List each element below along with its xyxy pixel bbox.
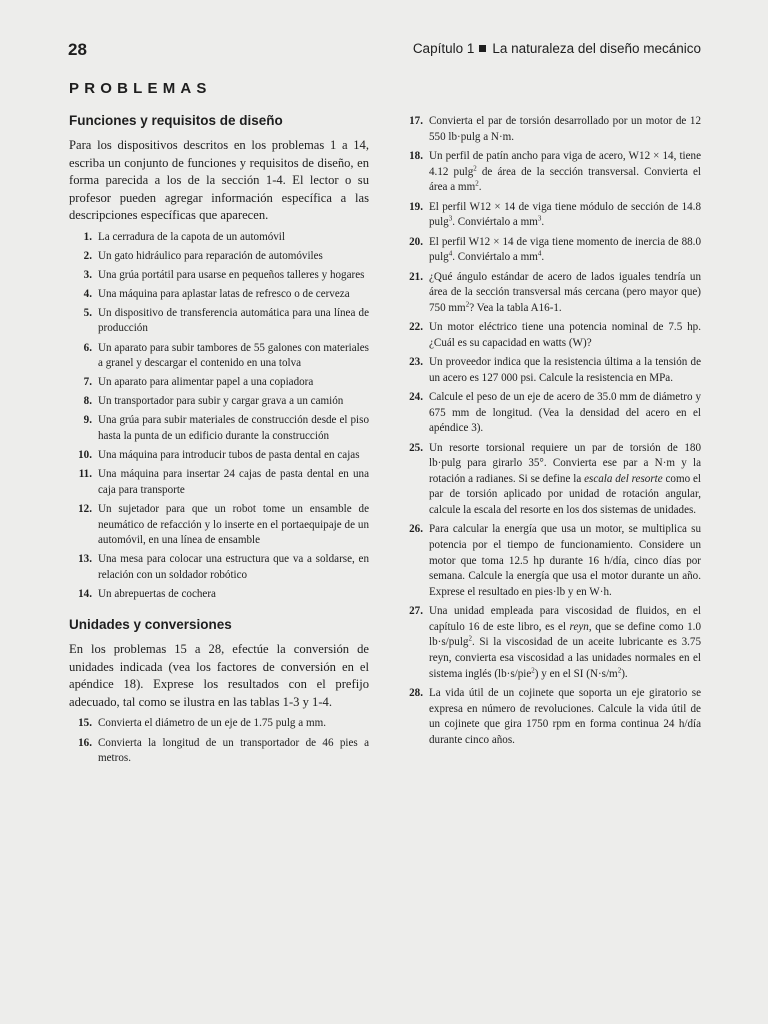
problem-number: 24. <box>409 391 423 404</box>
problem-text: Un aparato para subir tambores de 55 galones con materiales a granel y descargar el contenido en una tolva <box>98 341 369 370</box>
problem-text: La vida útil de un cojinete que soporta un eje giratorio se expresa en número de revoluciones. Calcule la vida útil de un cojinete que gira 1750 rpm en forma continua 24 h/día durante cinco años. <box>429 686 701 746</box>
problem-number: 4. <box>83 287 92 300</box>
problem-number: 10. <box>78 449 92 462</box>
problem-text: La cerradura de la capota de un automóvil <box>98 230 285 243</box>
problem-text: Una máquina para insertar 24 cajas de pasta dental en una caja para transporte <box>98 468 369 496</box>
problem-text: Un gato hidráulico para reparación de automóviles <box>98 249 323 262</box>
problem-number: 5. <box>83 306 92 319</box>
problem-number: 25. <box>409 441 423 454</box>
problem-item <box>402 320 701 351</box>
problem-number: 26. <box>409 523 423 536</box>
problem-text: Convierta el par de torsión desarrollado por un motor de 12 550 lb·pulg a N·m. <box>429 115 701 143</box>
problem-item <box>69 716 369 732</box>
problem-item <box>402 522 701 600</box>
problem-number: 27. <box>409 605 423 618</box>
problem-number: 14. <box>78 587 92 600</box>
problem-item <box>402 604 701 682</box>
page-number: 28 <box>68 40 87 59</box>
problem-item <box>69 249 369 265</box>
problem-list <box>402 114 701 748</box>
problem-item <box>69 375 369 391</box>
section-intro: Para los dispositivos descritos en los problemas 1 a 14, escriba un conjunto de funciones y requisitos de diseño, en forma parecida a los de la sección 1-4. El lector o su profesor pueden agregar información específica a las descripciones específicas que aparecen. <box>69 138 369 222</box>
problem-number: 12. <box>78 502 92 515</box>
section-heading: Unidades y conversiones <box>69 617 232 633</box>
problem-text: Una grúa para subir materiales de construcción desde el piso hasta la punta de un edificio durante la construcción <box>98 414 369 443</box>
problem-item <box>69 268 369 284</box>
problem-number: 7. <box>83 376 92 389</box>
problem-item <box>69 552 369 583</box>
problem-item <box>402 149 701 196</box>
problem-text: Una grúa portátil para usarse en pequeños talleres y hogares <box>98 268 365 281</box>
problem-text: Calcule el peso de un eje de acero de 35.0 mm de diámetro y 675 mm de longitud. (Vea la densidad del acero en el apéndice 3). <box>429 391 701 435</box>
problem-number: 21. <box>409 270 423 283</box>
problem-text: Para calcular la energía que usa un motor, se multiplica su potencia por el tiempo de funcionamiento. Considere un motor que toma 12.5 hp durante 16 h/día, cinco días por semana. Calcule la energía que usa el motor durante un año. Exprese el resultado en pies·lb y en W·h. <box>429 523 701 598</box>
problem-item <box>402 355 701 386</box>
problem-item <box>402 200 701 231</box>
problem-number: 28. <box>409 686 423 699</box>
problem-item <box>402 235 701 266</box>
problem-text: Una mesa para colocar una estructura que va a soldarse, en relación con un soldador robótico <box>98 553 369 581</box>
problem-number: 13. <box>78 553 92 566</box>
problem-item <box>69 341 369 372</box>
problems-heading: PROBLEMAS <box>69 80 212 97</box>
problem-item <box>69 287 369 303</box>
problem-item <box>402 390 701 437</box>
problem-number: 18. <box>409 149 423 162</box>
problem-number: 2. <box>83 249 92 262</box>
problem-item <box>69 306 369 337</box>
problem-text: Convierta el diámetro de un eje de 1.75 pulg a mm. <box>98 717 326 730</box>
problem-number: 11. <box>78 468 92 481</box>
problem-item <box>69 587 369 603</box>
problem-number: 3. <box>83 268 92 281</box>
problem-number: 9. <box>83 414 92 427</box>
problem-item <box>69 736 369 767</box>
problem-text: Un sujetador para que un robot tome un ensamble de neumático de refacción y lo inserte en el portaequipaje de un automóvil, en una línea de ensamble <box>98 502 369 547</box>
section-heading: Funciones y requisitos de diseño <box>69 113 283 128</box>
problem-item <box>69 394 369 410</box>
section-intro: En los problemas 15 a 28, efectúe la conversión de unidades indicada (vea los factores de conversión en el apéndice 18). Exprese los resultados con el prefijo adecuado, tal como se ilustra en las tablas 1-3 y 1-4. <box>69 642 369 709</box>
problem-number: 23. <box>409 356 423 369</box>
problem-number: 22. <box>409 321 423 334</box>
problem-text: Una máquina para introducir tubos de pasta dental en cajas <box>98 449 360 462</box>
problem-item <box>402 686 701 748</box>
problem-number: 16. <box>78 736 92 749</box>
problem-item <box>69 502 369 549</box>
problem-item <box>402 441 701 519</box>
left-column <box>69 113 369 770</box>
problem-text: Un motor eléctrico tiene una potencia nominal de 7.5 hp. ¿Cuál es su capacidad en watts (W)? <box>429 321 701 349</box>
problem-number: 1. <box>83 230 92 243</box>
problem-item <box>69 230 369 246</box>
problem-text: Una unidad empleada para viscosidad de fluidos, en el capítulo 16 de este libro, es el reyn, que se define como 1.0 lb·s/pulg$^2$. Si la viscosidad de un aceite lubricante es 3.75 reyn, convierta esa viscosidad a las unidades normales en el sistema inglés (lb·s/pie$^2$) y en el SI $(N\cdot s/m^2)$. <box>429 605 701 680</box>
problem-text: Un resorte torsional requiere un par de torsión de 180 lb·pulg para girarlo 35°. Convierta ese par a N·m y la rotación a radianes. Si se define la escala del resorte como el par de torsión aplicado por unidad de rotación angular, calcule la escala del resorte en los dos sistemas de unidades. <box>429 441 701 517</box>
problem-text: El perfil W12 × 14 de viga tiene módulo de sección de 14.8 pulg$^3$. Conviértalo a $mm^3$. <box>429 200 701 229</box>
problem-number: 17. <box>409 115 423 127</box>
running-head <box>413 41 701 56</box>
problem-number: 8. <box>83 395 92 408</box>
problem-list <box>69 230 369 603</box>
problem-number: 6. <box>83 341 92 354</box>
problem-number: 15. <box>78 717 92 730</box>
problem-number: 19. <box>409 200 423 213</box>
problem-item <box>69 448 369 464</box>
problem-item <box>402 270 701 317</box>
problem-text: Una máquina para aplastar latas de refresco o de cerveza <box>98 287 350 300</box>
problem-list <box>69 716 369 766</box>
right-column <box>402 114 701 752</box>
problem-text: Un proveedor indica que la resistencia última a la tensión de un acero es 127 000 psi. Calcule la resistencia en MPa. <box>429 356 701 384</box>
problem-item <box>402 114 701 145</box>
problem-item <box>69 413 369 444</box>
chapter-label: Capítulo 1 <box>412 41 475 56</box>
square-bullet-icon <box>479 45 486 52</box>
problem-text: Un abrepuertas de cochera <box>98 587 216 600</box>
problem-text: Un transportador para subir y cargar grava a un camión <box>98 395 344 408</box>
problem-text: El perfil W12 × 14 de viga tiene momento de inercia de 88.0 pulg$^4$. Conviértalo a $mm^4$. <box>429 235 701 264</box>
problem-text: ¿Qué ángulo estándar de acero de lados iguales tendría un área de la sección transversal más cercana (pero mayor que) 750 $mm^2$? Vea la tabla A16-1. <box>429 270 701 314</box>
problem-text: Un aparato para alimentar papel a una copiadora <box>98 376 314 389</box>
problem-text: Un dispositivo de transferencia automática para una línea de producción <box>98 306 369 335</box>
problem-text: Un perfil de patín ancho para viga de acero, W12 × 14, tiene 4.12 pulg$^2$ de área de la sección transversal. Convierta el área a $mm^2$. <box>429 149 701 194</box>
problem-number: 20. <box>409 235 423 248</box>
chapter-title: La naturaleza del diseño mecánico <box>492 41 701 56</box>
problem-text: Convierta la longitud de un transportador de 46 pies a metros. <box>98 736 369 765</box>
problem-item <box>69 467 369 498</box>
